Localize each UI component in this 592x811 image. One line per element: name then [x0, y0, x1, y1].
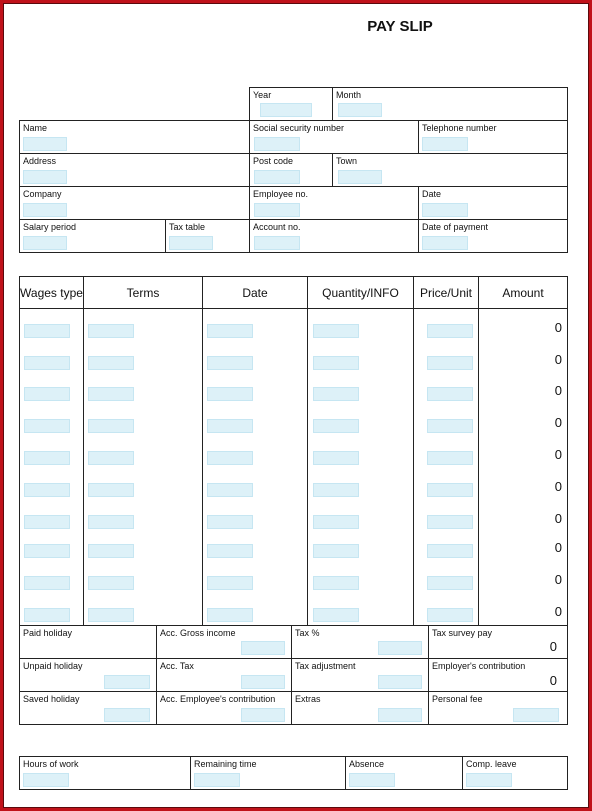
table-cell-input[interactable] [207, 608, 253, 622]
table-cell-input[interactable] [207, 576, 253, 590]
amount-value: 0 [554, 415, 562, 430]
col-header-quantity-info: Quantity/INFO [307, 276, 414, 309]
month-label: Month [336, 90, 362, 100]
table-cell-input[interactable] [24, 419, 70, 433]
amount-value: 0 [554, 511, 562, 526]
hours-of-work-input[interactable] [23, 773, 69, 787]
amount-value: 0 [554, 320, 562, 335]
tax-survey-pay-field[interactable] [428, 625, 568, 659]
remaining-time-input[interactable] [194, 773, 240, 787]
employee-no-input[interactable] [254, 203, 300, 217]
unpaid-holiday-label: Unpaid holiday [23, 661, 83, 671]
amount-value: 0 [554, 383, 562, 398]
hours-of-work-label: Hours of work [23, 759, 79, 769]
employee-no-field[interactable] [249, 186, 419, 220]
personal-fee-field[interactable] [428, 691, 568, 725]
postcode-input[interactable] [254, 170, 300, 184]
table-cell-input[interactable] [207, 356, 253, 370]
year-input[interactable] [260, 103, 312, 117]
table-cell-input[interactable] [88, 576, 134, 590]
employers-contribution-value: 0 [549, 673, 557, 688]
table-cell-input[interactable] [427, 387, 473, 401]
remaining-time-label: Remaining time [194, 759, 257, 769]
page-title: PAY SLIP [367, 18, 433, 35]
table-cell-input[interactable] [207, 544, 253, 558]
table-cell-input[interactable] [207, 324, 253, 338]
date-of-payment-field[interactable] [418, 219, 568, 253]
table-cell-input[interactable] [207, 451, 253, 465]
table-cell-input[interactable] [207, 387, 253, 401]
year-label: Year [253, 90, 272, 100]
saved-holiday-input[interactable] [104, 708, 150, 722]
table-cell-input[interactable] [313, 387, 359, 401]
table-cell-input[interactable] [207, 483, 253, 497]
col-header-terms: Terms [83, 276, 203, 309]
table-cell-input[interactable] [207, 419, 253, 433]
table-cell-input[interactable] [313, 576, 359, 590]
month-input[interactable] [338, 103, 382, 117]
table-cell-input[interactable] [88, 324, 134, 338]
company-label: Company [23, 189, 62, 199]
table-cell-input[interactable] [88, 387, 134, 401]
paid-holiday-field[interactable] [19, 625, 157, 659]
remaining-time-field[interactable] [190, 756, 346, 790]
table-cell-input[interactable] [427, 451, 473, 465]
table-cell-input[interactable] [24, 324, 70, 338]
col-header-price-unit: Price/Unit [413, 276, 479, 309]
postcode-field[interactable] [249, 153, 333, 187]
address-label: Address [23, 156, 57, 166]
table-cell-input[interactable] [313, 419, 359, 433]
comp-leave-field[interactable] [462, 756, 568, 790]
tax-table-label: Tax table [169, 222, 206, 232]
col-header-amount: Amount [478, 276, 568, 309]
extras-field[interactable] [291, 691, 429, 725]
acc-gross-income-field[interactable] [156, 625, 292, 659]
absence-label: Absence [349, 759, 385, 769]
comp-leave-label: Comp. leave [466, 759, 517, 769]
postcode-label: Post code [253, 156, 294, 166]
absence-input[interactable] [349, 773, 395, 787]
date-of-payment-label: Date of payment [422, 222, 489, 232]
date-field[interactable] [418, 186, 568, 220]
acc-tax-label: Acc. Tax [160, 661, 194, 671]
acc-employee-contribution-field[interactable] [156, 691, 292, 725]
table-cell-input[interactable] [313, 544, 359, 558]
table-cell-input[interactable] [313, 515, 359, 529]
unpaid-holiday-field[interactable] [19, 658, 157, 692]
paid-holiday-label: Paid holiday [23, 628, 73, 638]
saved-holiday-label: Saved holiday [23, 694, 80, 704]
tax-adjustment-label: Tax adjustment [295, 661, 356, 671]
town-input[interactable] [338, 170, 382, 184]
table-cell-input[interactable] [88, 515, 134, 529]
personal-fee-label: Personal fee [432, 694, 483, 704]
table-cell-input[interactable] [427, 576, 473, 590]
employers-contribution-label: Employer's contribution [432, 661, 526, 671]
table-cell-input[interactable] [427, 544, 473, 558]
ssn-field[interactable] [249, 120, 419, 154]
table-cell-input[interactable] [88, 608, 134, 622]
ssn-input[interactable] [254, 137, 300, 151]
table-cell-input[interactable] [427, 324, 473, 338]
tax-table-field[interactable] [165, 219, 250, 253]
acc-tax-field[interactable] [156, 658, 292, 692]
col-header-date: Date [202, 276, 308, 309]
table-cell-input[interactable] [313, 483, 359, 497]
table-cell-input[interactable] [427, 356, 473, 370]
table-cell-input[interactable] [313, 608, 359, 622]
amount-value: 0 [554, 447, 562, 462]
comp-leave-input[interactable] [466, 773, 512, 787]
name-input[interactable] [23, 137, 67, 151]
tax-survey-pay-label: Tax survey pay [432, 628, 493, 638]
table-cell-input[interactable] [24, 544, 70, 558]
amount-value: 0 [554, 540, 562, 555]
saved-holiday-field[interactable] [19, 691, 157, 725]
employers-contribution-field[interactable] [428, 658, 568, 692]
table-cell-input[interactable] [88, 356, 134, 370]
acc-tax-input[interactable] [241, 675, 285, 689]
table-cell-input[interactable] [313, 356, 359, 370]
acc-gross-income-label: Acc. Gross income [160, 628, 236, 638]
absence-field[interactable] [345, 756, 463, 790]
telephone-field[interactable] [418, 120, 568, 154]
table-cell-input[interactable] [24, 608, 70, 622]
table-cell-input[interactable] [207, 515, 253, 529]
employee-no-label: Employee no. [253, 189, 309, 199]
tax-percent-field[interactable] [291, 625, 429, 659]
table-cell-input[interactable] [88, 451, 134, 465]
unpaid-holiday-input[interactable] [104, 675, 150, 689]
table-cell-input[interactable] [24, 576, 70, 590]
salary-period-field[interactable] [19, 219, 166, 253]
table-cell-input[interactable] [427, 419, 473, 433]
date-of-payment-input[interactable] [422, 236, 468, 250]
table-cell-input[interactable] [24, 387, 70, 401]
table-cell-input[interactable] [88, 419, 134, 433]
table-cell-input[interactable] [313, 324, 359, 338]
address-field[interactable] [19, 153, 250, 187]
table-cell-input[interactable] [427, 608, 473, 622]
extras-label: Extras [295, 694, 321, 704]
salary-period-label: Salary period [23, 222, 77, 232]
month-field[interactable] [332, 87, 568, 121]
table-cell-input[interactable] [24, 356, 70, 370]
ssn-label: Social security number [253, 123, 345, 133]
name-label: Name [23, 123, 48, 133]
amount-value: 0 [554, 352, 562, 367]
salary-period-input[interactable] [23, 236, 67, 250]
table-cell-input[interactable] [24, 451, 70, 465]
personal-fee-input[interactable] [513, 708, 559, 722]
table-cell-input[interactable] [24, 483, 70, 497]
account-no-label: Account no. [253, 222, 301, 232]
table-cell-input[interactable] [313, 451, 359, 465]
table-cell-input[interactable] [24, 515, 70, 529]
address-input[interactable] [23, 170, 67, 184]
table-cell-input[interactable] [88, 483, 134, 497]
table-cell-input[interactable] [427, 483, 473, 497]
telephone-input[interactable] [422, 137, 468, 151]
amount-value: 0 [554, 572, 562, 587]
tax-table-input[interactable] [169, 236, 213, 250]
acc-gross-income-input[interactable] [241, 641, 285, 655]
acc-employee-contribution-label: Acc. Employee's contribution [160, 694, 276, 704]
tax-adjustment-field[interactable] [291, 658, 429, 692]
tax-percent-input[interactable] [378, 641, 422, 655]
amount-value: 0 [554, 604, 562, 619]
date-label: Date [422, 189, 442, 199]
company-input[interactable] [23, 203, 67, 217]
company-field[interactable] [19, 186, 250, 220]
col-header-wages-type: Wages type [19, 276, 84, 309]
hours-of-work-field[interactable] [19, 756, 191, 790]
extras-input[interactable] [378, 708, 422, 722]
telephone-label: Telephone number [422, 123, 497, 133]
town-label: Town [336, 156, 358, 166]
account-no-input[interactable] [254, 236, 300, 250]
tax-adjustment-input[interactable] [378, 675, 422, 689]
amount-value: 0 [554, 479, 562, 494]
table-cell-input[interactable] [427, 515, 473, 529]
year-field[interactable] [249, 87, 333, 121]
tax-percent-label: Tax % [295, 628, 320, 638]
acc-employee-contribution-input[interactable] [241, 708, 285, 722]
town-field[interactable] [332, 153, 568, 187]
tax-survey-pay-value: 0 [549, 639, 557, 654]
date-input[interactable] [422, 203, 468, 217]
name-field[interactable] [19, 120, 250, 154]
account-no-field[interactable] [249, 219, 419, 253]
table-cell-input[interactable] [88, 544, 134, 558]
